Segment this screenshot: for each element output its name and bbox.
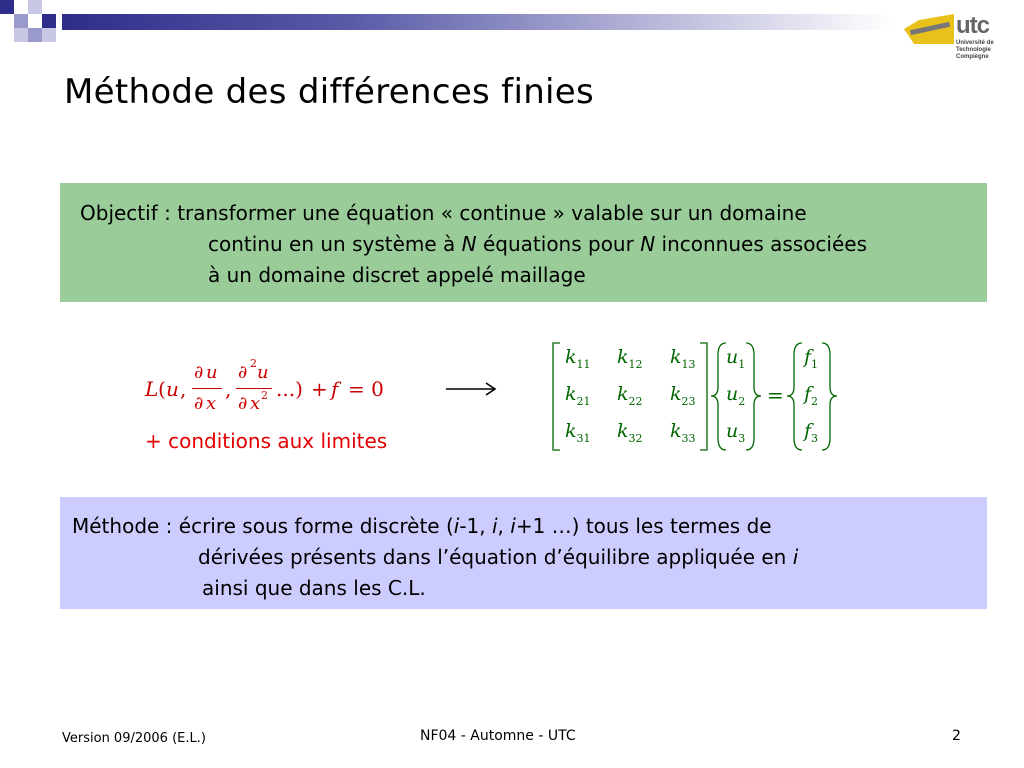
vector-entry: $f_1$ <box>804 346 819 371</box>
eq-paren: ( <box>158 377 166 401</box>
vector-entry: $u_2$ <box>726 383 746 408</box>
utc-logo <box>902 8 1020 58</box>
vector-entry: $u_3$ <box>726 420 746 445</box>
eq-L: L <box>145 377 159 401</box>
eq-comma: , <box>225 377 232 401</box>
header-square <box>14 14 28 28</box>
eq-u: u <box>206 362 218 383</box>
methode-text: dérivées présents dans l’équation d’équilibre appliquée en <box>198 545 793 569</box>
eq-partial: ∂ <box>194 393 204 414</box>
matrix-entry: $k_{11}$ <box>565 346 591 371</box>
header-square <box>14 28 28 42</box>
eq-exponent: 2 <box>261 389 268 402</box>
fraction-bar <box>192 388 222 389</box>
eq-f: f <box>331 377 339 401</box>
matrix-entry: $k_{12}$ <box>617 346 643 371</box>
eq-u: u <box>166 377 179 401</box>
methode-text: -1, <box>459 514 492 538</box>
methode-text: ainsi que dans les C.L. <box>202 576 426 600</box>
objectif-text: équations pour <box>476 232 641 256</box>
matrix-entry: $k_{22}$ <box>617 383 643 408</box>
methode-line-2 <box>198 545 798 569</box>
objectif-variable: N <box>640 232 656 256</box>
eq-comma: , <box>180 377 187 401</box>
eq-partial: ∂ <box>238 393 248 414</box>
eq-equals-zero: = 0 <box>348 377 384 401</box>
eq-x: x <box>250 393 261 414</box>
matrix-entry: $k_{33}$ <box>670 420 696 445</box>
header-square <box>28 28 42 42</box>
footer-course: NF04 - Automne - UTC <box>420 728 576 744</box>
matrix-entry: $k_{13}$ <box>670 346 696 371</box>
methode-text: +1 …) tous les termes de <box>515 514 772 538</box>
header-square <box>0 0 14 14</box>
objectif-text: à un domaine discret appelé maillage <box>208 263 586 287</box>
header-square <box>28 0 42 14</box>
vector-entry: $f_2$ <box>804 383 819 408</box>
header-square <box>42 28 56 42</box>
methode-variable: i <box>453 514 460 538</box>
vector-entry: $f_3$ <box>804 420 819 445</box>
eq-dots: ...) <box>276 377 303 401</box>
header-square <box>42 14 56 28</box>
eq-partial: ∂ <box>238 362 248 383</box>
methode-text: , <box>497 514 511 538</box>
eq-partial: ∂ <box>194 362 204 383</box>
objectif-line-3 <box>208 263 586 287</box>
header-bar <box>0 0 1024 50</box>
slide-title: Méthode des différences finies <box>64 72 595 112</box>
matrix-entry: $k_{23}$ <box>670 383 696 408</box>
methode-line-1 <box>72 514 772 538</box>
objectif-text: inconnues associées <box>655 232 868 256</box>
logo-subtitle: Université de Technologie Compiègne <box>956 40 994 60</box>
footer-version: Version 09/2006 (E.L.) <box>62 731 206 746</box>
right-arrow-icon <box>446 381 498 397</box>
methode-text: Méthode : écrire sous forme discrète ( <box>72 514 454 538</box>
eq-u: u <box>257 362 269 383</box>
objectif-text: continu en un système à <box>208 232 462 256</box>
footer-page-number: 2 <box>952 728 961 744</box>
eq-exponent: 2 <box>250 357 257 370</box>
methode-variable: i <box>491 514 498 538</box>
matrix-entry: $k_{31}$ <box>565 420 591 445</box>
objectif-text: Objectif : transformer une équation « continue » valable sur un domaine <box>80 201 807 225</box>
matrix-entry: $k_{21}$ <box>565 383 591 408</box>
eq-plus: + <box>311 377 328 401</box>
vector-entry: $u_1$ <box>726 346 746 371</box>
methode-variable: i <box>792 545 799 569</box>
objectif-line-1 <box>80 201 807 225</box>
header-gradient-bar <box>62 14 892 30</box>
logo-name: utc <box>956 12 989 39</box>
eq-x: x <box>206 393 217 414</box>
objectif-variable: N <box>461 232 477 256</box>
methode-line-3 <box>202 576 426 600</box>
boundary-conditions: + conditions aux limites <box>145 429 388 453</box>
matrix-equals: = <box>767 383 784 407</box>
methode-variable: i <box>510 514 516 538</box>
objectif-line-2 <box>208 232 867 256</box>
matrix-entry: $k_{32}$ <box>617 420 643 445</box>
